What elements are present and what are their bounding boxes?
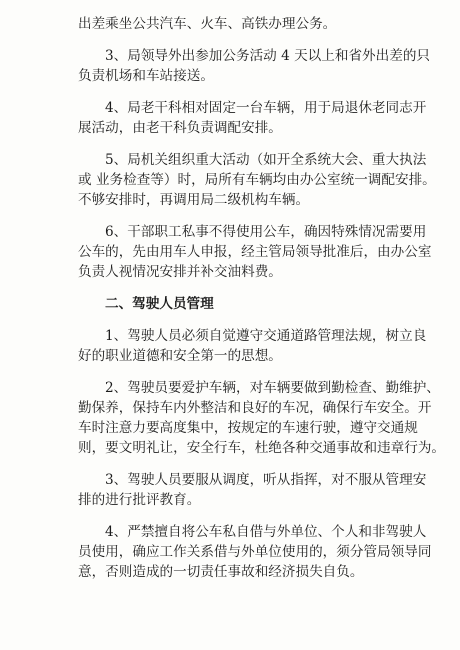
- text-line: 或 业务检查等）时，局所有车辆均由办公室统一调配安排。: [78, 172, 436, 188]
- text-line: 出差乘坐公共汽车、火车、高铁办理公务。: [78, 16, 337, 32]
- text-line: 负责人视情况安排并补交油料费。: [78, 264, 282, 280]
- text-line: 3、局领导外出参加公务活动 4 天以上和省外出差的只: [105, 48, 431, 64]
- text-line: 排的进行批评教育。: [78, 492, 201, 508]
- text-line: 员使用，确应工作关系借与外单位使用的，须分管局领导同: [78, 544, 432, 560]
- section-heading: 二、驾驶人员管理: [105, 296, 214, 312]
- text-line: 4、局老干科相对固定一台车辆，用于局退休老同志开: [105, 100, 427, 116]
- text-line: 意，否则造成的一切责任事故和经济损失自负。: [78, 564, 364, 580]
- text-line: 2、驾驶员要爱护车辆，对车辆要做到勤检查、勤维护、: [105, 380, 440, 396]
- text-line: 则，要文明礼让，安全行车，杜绝各种交通事故和违章行为。: [78, 440, 446, 456]
- text-line: 车时注意力要高度集中，按规定的车速行驶，遵守交通规: [78, 420, 418, 436]
- text-line: 1、驾驶人员必须自觉遵守交通道路管理法规，树立良: [105, 328, 427, 344]
- text-line: 展活动，由老干科负责调配安排。: [78, 120, 282, 136]
- text-line: 5、局机关组织重大活动（如开全系统大会、重大执法: [105, 152, 427, 168]
- text-line: 不够安排时，再调用局二级机构车辆。: [78, 192, 310, 208]
- text-line: 好的职业道德和安全第一的思想。: [78, 348, 282, 364]
- text-line: 4、严禁擅自将公车私自借与外单位、个人和非驾驶人: [105, 524, 427, 540]
- text-line: 6、干部职工私事不得使用公车，确因特殊情况需要用: [105, 224, 427, 240]
- text-line: 公车的，先由用车人申报，经主管局领导批准后，由办公室: [78, 244, 432, 260]
- text-line: 3、驾驶人员要服从调度，听从指挥，对不服从管理安: [105, 472, 427, 488]
- text-line: 勤保养，保持车内外整洁和良好的车况，确保行车安全。开: [78, 400, 432, 416]
- text-line: 负责机场和车站接送。: [78, 68, 214, 84]
